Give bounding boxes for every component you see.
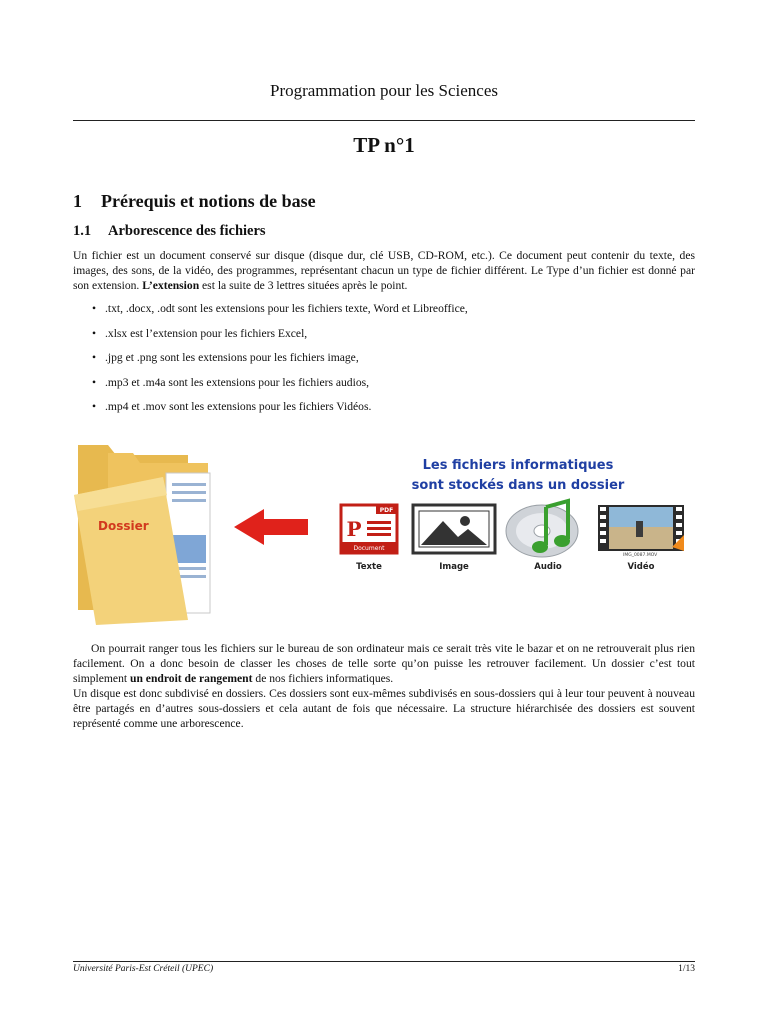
label-image: Image — [439, 562, 469, 572]
extensions-list — [73, 301, 695, 424]
intro-bold: L’extension — [142, 279, 200, 292]
bullet-icon: • — [92, 351, 97, 364]
section-number: 1 — [73, 191, 82, 211]
subsection-number: 1.1 — [73, 223, 92, 239]
list-item: • .txt, .docx, .odt sont les extensions pour les fichiers texte, Word et Libreoffice, — [92, 302, 468, 315]
subsection-title: Arborescence des fichiers — [108, 223, 266, 239]
intro-paragraph — [73, 248, 695, 293]
section-heading — [73, 191, 316, 212]
pdf-letter: P — [346, 517, 362, 541]
audio-cd-icon — [506, 501, 578, 557]
footer-rule — [73, 961, 695, 962]
figure-caption-line2: sont stockés dans un dossier — [411, 478, 625, 493]
folders-bold: un endroit de rangement — [130, 672, 253, 685]
label-texte: Texte — [356, 562, 382, 572]
folders-text-a: On pourrait ranger tous les fichiers sur le bureau de son ordinateur mais ce serait très vite le bazar et on ne retrouverait plus rien facilement. On a donc besoin de classer les choses de telle sorte qu’on puisse les retrouver facilement. Un dossier c’est tout simplement — [73, 642, 695, 685]
file-types-figure — [68, 435, 700, 625]
arrow-left-icon — [234, 509, 308, 545]
folders-paragraph — [73, 641, 695, 731]
course-title: Programmation pour les Sciences — [269, 81, 499, 100]
bullet-icon: • — [92, 375, 97, 389]
subsection-heading — [73, 223, 266, 240]
figure-caption-line1: Les fichiers informatiques — [422, 458, 614, 473]
bullet-icon: • — [92, 400, 97, 413]
label-video: Vidéo — [627, 562, 655, 572]
intro-text-a: Un fichier est un document conservé sur disque (disque dur, clé USB, CD-ROM, etc.). Ce document peut contenir du texte, des images, des sons, de la vidéo, des programmes, représentant chacun un type de fichier différent. Le Type d’un fichier est donné par son extension. — [73, 249, 695, 292]
intro-text-b: est la suite de 3 lettres situées après le point. — [199, 279, 408, 292]
folders-text-c: Un disque est donc subdivisé en dossiers. Ces dossiers sont eux-mêmes subdivisés en sous-dossiers qui à leur tour peuvent à nouveau être partagés en d’autres sous-dossiers et cela autant de fois que nécessaire. La structure hiérarchisée des dossiers est souvent représenté comme une arborescence. — [73, 687, 695, 730]
image-icon — [413, 505, 495, 553]
header-rule — [73, 120, 695, 121]
video-film-icon — [598, 505, 684, 551]
list-item: • .jpg et .png sont les extensions pour les fichiers image, — [92, 351, 359, 364]
bullet-icon: • — [92, 302, 97, 315]
bullet-icon: • — [92, 326, 97, 340]
video-filename: IMG_0087.MOV — [623, 553, 658, 558]
footer-page-number: 1/13 — [678, 964, 695, 974]
pdf-document-icon — [341, 505, 397, 553]
folders-text-b: de nos fichiers informatiques. — [252, 672, 394, 685]
pdf-doc-label: Document — [353, 545, 385, 552]
list-item: • .mp4 et .mov sont les extensions pour les fichiers Vidéos. — [92, 400, 372, 413]
pdf-badge: PDF — [379, 507, 394, 514]
tp-title: TP n°1 — [353, 133, 415, 157]
label-audio: Audio — [534, 562, 562, 572]
section-title: Prérequis et notions de base — [101, 191, 316, 211]
footer-institution: Université Paris-Est Créteil (UPEC) — [73, 964, 214, 974]
folder-label: Dossier — [98, 519, 149, 533]
folder-icon — [74, 445, 210, 625]
list-item: • .xlsx est l’extension pour les fichiers Excel, — [92, 326, 308, 340]
list-item: • .mp3 et .m4a sont les extensions pour les fichiers audios, — [92, 375, 370, 389]
